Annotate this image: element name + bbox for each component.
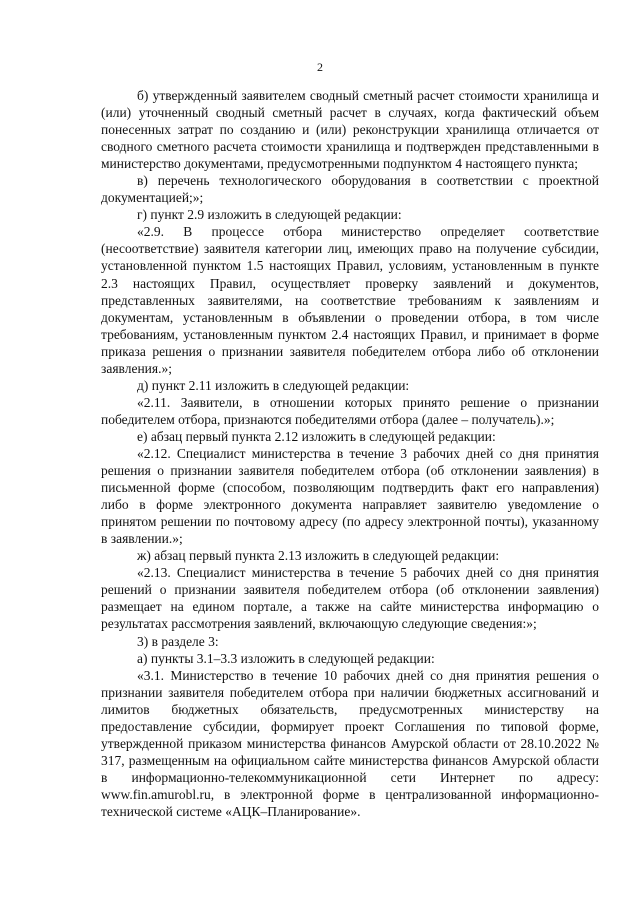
paragraph-g: г) пункт 2.9 изложить в следующей редакции: <box>137 207 402 223</box>
paragraph-b: б) утвержденный заявителем сводный сметный расчет стоимости хранилища и (или) уточненный сводный сметный расчет в случаях, когда фактический объем понесенных затрат по созданию и (или) реконструкции хранилища отличается от сводного сметного расчета стоимости хранилища и подтвержден представленными в министерство документами, предусмотренными подпунктом 4 настоящего пункта; <box>101 88 599 172</box>
paragraph-v: в) перечень технологического оборудования в соответствии с проектной документацией;»; <box>101 173 599 206</box>
paragraph-zh: ж) абзац первый пункта 2.13 изложить в следующей редакции: <box>137 548 500 564</box>
paragraph-d: д) пункт 2.11 изложить в следующей редакции: <box>137 377 410 393</box>
document-body <box>101 87 599 820</box>
paragraph-3-1: «3.1. Министерство в течение 10 рабочих дней со дня принятия решения о признании заявителя победителем отбора при наличии бюджетных ассигнований и лимитов бюджетных обязательств, предусмотренных министерству на предоставление субсидии, формирует проект Соглашения по типовой форме, утвержденной приказом министерства финансов Амурской области от 28.10.2022 № 317, размещенным на официальном сайте министерства финансов Амурской области в информационно-телекоммуникационной сети Интернет по адресу: www.fin.amurobl.ru, в электронной форме в централизованной информационно-технической системе «АЦК–Планирование». <box>101 667 599 819</box>
paragraph-2-12: «2.12. Специалист министерства в течение 3 рабочих дней со дня принятия решения о признании заявителя победителем отбора (об отклонении заявления) в письменной форме (способом, позволяющим подтвердить факт его направления) либо в форме электронного документа направляет заявителю уведомление о принятом решении по почтовому адресу (по адресу электронной почты), указанному в заявлении.»; <box>101 445 599 547</box>
page-number: 2 <box>317 60 323 74</box>
paragraph-a: а) пункты 3.1–3.3 изложить в следующей редакции: <box>137 650 435 666</box>
paragraph-section-3: 3) в разделе 3: <box>137 633 219 649</box>
paragraph-2-11: «2.11. Заявители, в отношении которых принято решение о признании победителем отбора, признаются победителями отбора (далее – получатель).»; <box>101 394 599 427</box>
paragraph-2-13: «2.13. Специалист министерства в течение 5 рабочих дней со дня принятия решений о признании заявителя победителем отбора (об отклонении заявления) размещает на едином портале, а также на сайте министерства информацию о результатах рассмотрения заявлений, включающую следующие сведения:»; <box>101 565 599 632</box>
paragraph-2-9: «2.9. В процессе отбора министерство определяет соответствие (несоответствие) заявителя категории лиц, имеющих право на получение субсидии, установленной пунктом 1.5 настоящих Правил, условиям, установленным в пункте 2.3 настоящих Правил, осуществляет проверку заявлений и документов, представленных заявителями, на соответствие требованиям к заявлениям и документам, установленным в объявлении о проведении отбора, в том числе требованиям, установленным пунктом 2.4 настоящих Правил, и принимает в форме приказа решения о признании заявителя победителем отбора либо об отклонении заявления.»; <box>101 224 599 376</box>
paragraph-e: е) абзац первый пункта 2.12 изложить в следующей редакции: <box>137 428 496 444</box>
